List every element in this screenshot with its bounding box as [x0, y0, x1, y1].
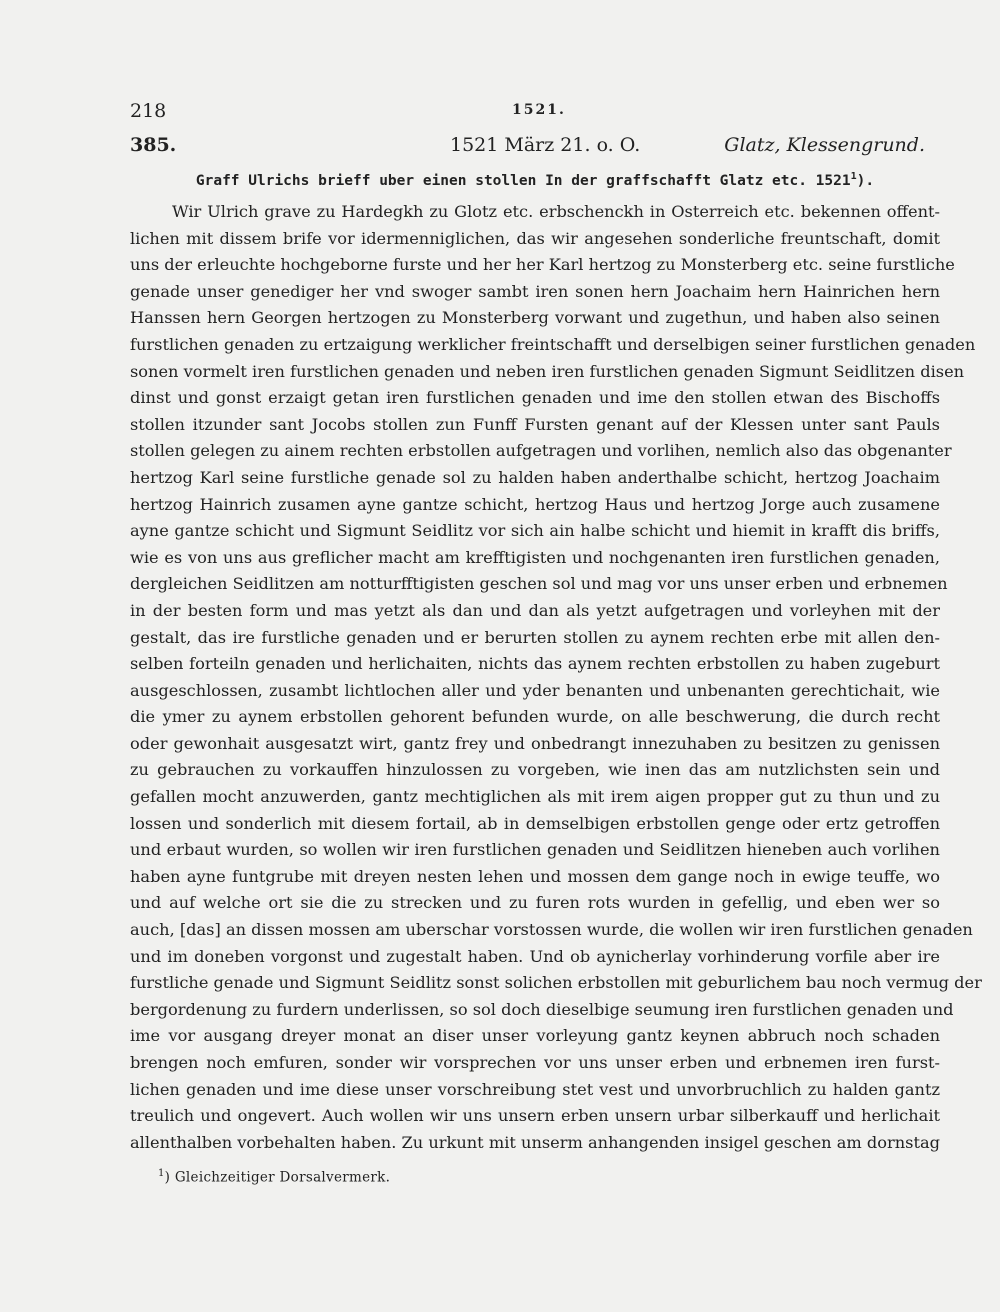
body-line: genade unser genediger her vnd swoger sambt iren sonen hern Joachaim hern Hainrichen hern: [130, 281, 940, 301]
body-line: stollen itzunder sant Jocobs stollen zun Funff Fursten genant auf der Klessen unter sant Pauls: [130, 414, 940, 434]
body-line: gefallen mocht anzuwerden, gantz mechtiglichen als mit irem aigen propper gut zu thun und zu: [130, 787, 940, 807]
body-line: furstlichen genaden zu ertzaigung werklicher freintschafft und derselbigen seiner furstlichen genaden: [130, 334, 976, 354]
title-footnote-suffix: ).: [856, 172, 875, 189]
document-body: [130, 199, 982, 1156]
body-line: treulich und ongevert. Auch wollen wir uns unsern erben unsern urbar silberkauff und herlichait: [130, 1106, 940, 1126]
document-place: Glatz, Klessengrund.: [724, 134, 925, 156]
page-number: 218: [130, 100, 167, 122]
body-line: hertzog Hainrich zusamen ayne gantze schicht, hertzog Haus und hertzog Jorge auch zusamene: [130, 494, 940, 514]
body-line: und im doneben vorgonst und zugestalt haben. Und ob aynicherlay vorhinderung vorfile aber ire: [130, 946, 940, 966]
body-line: furstliche genade und Sigmunt Seidlitz sonst solichen erbstollen mit geburlichem bau noch vermug der: [130, 973, 982, 993]
body-line: selben forteiln genaden und herlichaiten, nichts das aynem rechten erbstollen zu haben zugeburt: [130, 654, 940, 674]
body-line: auch, [das] an dissen mossen am uberschar vorstossen wurde, die wollen wir iren furstlichen genaden: [130, 920, 973, 940]
body-line: ayne gantze schicht und Sigmunt Seidlitz vor sich ain halbe schicht und hiemit in krafft dis briffs,: [130, 521, 940, 541]
body-line: dinst und gonst erzaigt getan iren furstlichen genaden und ime den stollen etwan des Bischoffs: [130, 388, 940, 408]
running-header-year: 1521.: [512, 102, 566, 118]
footnote: [158, 1168, 390, 1186]
body-line: lichen genaden und ime diese unser vorschreibung stet vest und unvorbruchlich zu halden gantz: [130, 1079, 940, 1099]
body-line: und erbaut wurden, so wollen wir iren furstlichen genaden und Seidlitzen hieneben auch vorlihen: [130, 840, 940, 860]
page-header: [130, 100, 940, 126]
body-line: dergleichen Seidlitzen am notturfftigisten geschen sol und mag vor uns unser erben und erbnemen: [130, 574, 948, 594]
document-title-text: Graff Ulrichs brieff uber einen stollen In der graffschafft Glatz etc. 1521: [195, 172, 851, 189]
body-line: sonen vormelt iren furstlichen genaden und neben iren furstlichen genaden Sigmunt Seidlitzen disen: [130, 361, 965, 381]
body-line: haben ayne funtgrube mit dreyen nesten lehen und mossen dem gange noch in ewige teuffe, wo: [130, 866, 940, 886]
title-footnote-marker: 1: [850, 171, 857, 182]
body-line: bergordenung zu furdern underlissen, so sol doch dieselbige seumung iren furstlichen genaden und: [130, 999, 954, 1019]
body-line: ime vor ausgang dreyer monat an diser unser vorleyung gantz keynen abbruch noch schaden: [130, 1026, 940, 1046]
body-line: stollen gelegen zu ainem rechten erbstollen aufgetragen und vorlihen, nemlich also das obgenanter: [130, 441, 952, 461]
body-line: brengen noch emfuren, sonder wir vorsprechen vor uns unser erben und erbnemen iren furst-: [130, 1053, 940, 1072]
document-title: [130, 171, 940, 189]
body-line: ausgeschlossen, zusambt lichtlochen aller und yder benanten und unbenanten gerechtichait, wie: [130, 680, 940, 700]
body-line: wie es von uns aus greflicher macht am krefftigisten und nochgenanten iren furstlichen genaden,: [130, 547, 940, 567]
document-number: 385.: [130, 134, 177, 156]
body-line: in der besten form und mas yetzt als dan und dan als yetzt aufgetragen und vorleyhen mit der: [130, 600, 940, 620]
document-heading: [130, 134, 925, 160]
body-line: zu gebrauchen zu vorkauffen hinzulossen zu vorgeben, wie inen das am nutzlichsten sein und: [130, 760, 940, 780]
body-line: hertzog Karl seine furstliche genade sol zu halden haben anderthalbe schicht, hertzog Joachaim: [130, 467, 940, 487]
footnote-marker: 1: [158, 1168, 165, 1179]
body-line: und auf welche ort sie die zu strecken und zu furen rots wurden in gefellig, und eben wer so: [130, 893, 940, 913]
footnote-text: ) Gleichzeitiger Dorsalvermerk.: [164, 1169, 391, 1186]
body-line: die ymer zu aynem erbstollen gehorent befunden wurde, on alle beschwerung, die durch recht: [130, 707, 940, 727]
body-line: Wir Ulrich grave zu Hardegkh zu Glotz etc. erbschenckh in Osterreich etc. bekennen offent-: [172, 202, 940, 221]
document-date: 1521 März 21. o. O.: [450, 134, 641, 156]
body-line: lichen mit dissem brife vor idermenniglichen, das wir angesehen sonderliche freuntschaft, domit: [130, 228, 940, 248]
body-line: Hanssen hern Georgen hertzogen zu Monsterberg vorwant und zugethun, und haben also seinen: [130, 308, 940, 328]
body-line: oder gewonhait ausgesatzt wirt, gantz frey und onbedrangt innezuhaben zu besitzen zu genissen: [130, 733, 940, 753]
body-line: gestalt, das ire furstliche genaden und er berurten stollen zu aynem rechten erbe mit allen den-: [130, 627, 940, 647]
body-line: allenthalben vorbehalten haben. Zu urkunt mit unserm anhangenden insigel geschen am dornstag: [130, 1132, 940, 1152]
body-line: lossen und sonderlich mit diesem fortail, ab in demselbigen erbstollen genge oder ertz getroffen: [130, 813, 940, 833]
body-line: uns der erleuchte hochgeborne furste und her her Karl hertzog zu Monsterberg etc. seine furstliche: [130, 255, 955, 275]
